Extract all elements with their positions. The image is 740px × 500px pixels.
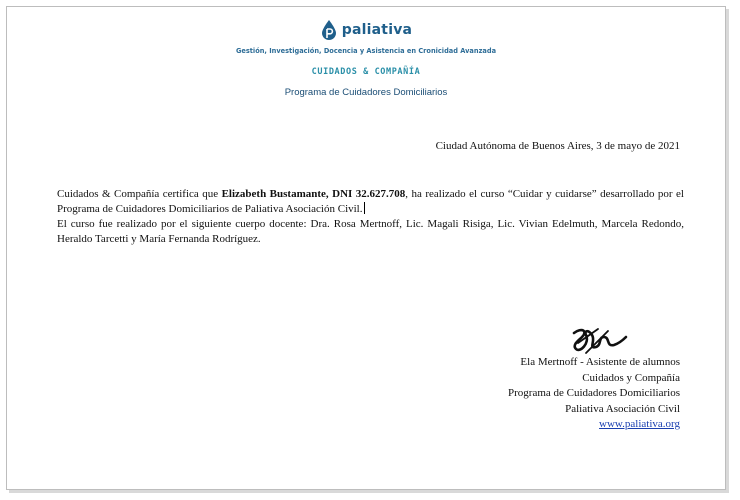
letter-body [57,187,684,247]
text-cursor [364,202,365,214]
signoff-block [508,355,680,433]
logo-text: paliativa [341,22,413,38]
student-name: Elizabeth Bustamante, DNI 32.627.708 [221,188,406,200]
logo [7,17,725,43]
faculty-paragraph: El curso fue realizado por el siguiente cuerpo docente: Dra. Rosa Mertnoff, Lic. Magali Risiga, Lic. Vivian Edelmuth, Marcela Redondo, Heraldo Tarcetti y María Fernanda Rodríguez. [57,218,684,245]
association-line: Paliativa Asociación Civil [565,402,680,415]
program-name: Programa de Cuidadores Domiciliarios [284,87,448,98]
water-drop-p-icon [320,19,338,41]
signer-line: Ela Mertnoff - Asistente de alumnos [520,356,680,368]
date-line: Ciudad Autónoma de Buenos Aires, 3 de mayo de 2021 [435,140,680,152]
letterhead [7,17,725,98]
subbrand: CUIDADOS & COMPAÑÍA [311,67,421,77]
website-link[interactable]: www.paliativa.org [599,418,680,430]
tagline: Gestión, Investigación, Docencia y Asistencia en Cronicidad Avanzada [235,47,497,55]
org-line: Cuidados y Compañía [582,371,680,384]
document-page [6,6,726,490]
certification-paragraph [57,187,684,217]
p1-prefix: Cuidados & Compañía certifica que [57,188,222,200]
handwritten-signature [568,323,630,357]
p1-suffix: , ha realizado el curso “Cuidar y cuidarse” desarrollado por el Programa de Cuidadores Domiciliarios de Paliativa Asociación Civil. [57,188,684,215]
program-line: Programa de Cuidadores Domiciliarios [508,387,680,399]
